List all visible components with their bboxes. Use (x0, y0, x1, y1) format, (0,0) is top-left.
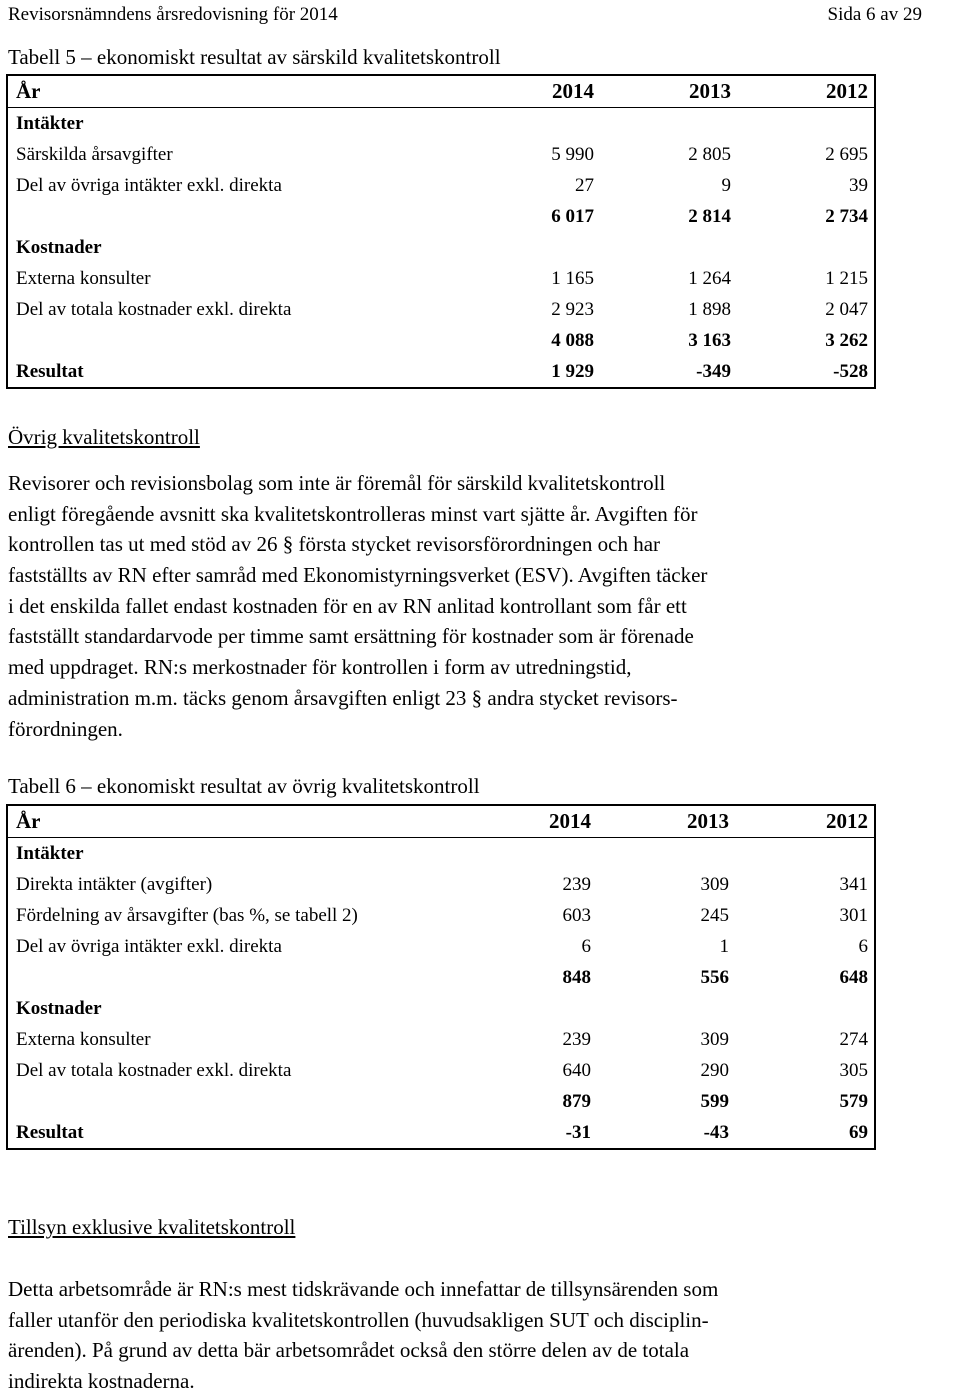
row-label: Resultat (16, 1122, 84, 1143)
section2-paragraph (8, 1274, 718, 1397)
table-row (8, 931, 874, 962)
text-line: Detta arbetsområde är RN:s mest tidskrävande och innefattar de tillsynsärenden som (8, 1277, 719, 1301)
table-row-subtotal (8, 325, 874, 356)
section-heading-tillsyn: Tillsyn exklusive kvalitetskontroll (8, 1215, 296, 1239)
cell-2013: 290 (700, 1060, 729, 1081)
cell-2012: 305 (839, 1060, 868, 1081)
cell-2012: 3 262 (825, 330, 868, 351)
table6 (6, 804, 876, 1150)
cell-2013: 1 264 (688, 268, 731, 289)
row-label: Del av övriga intäkter exkl. direkta (16, 175, 282, 196)
table-row-subtotal (8, 201, 874, 232)
cell-2012: 39 (849, 175, 868, 196)
row-label: Särskilda årsavgifter (16, 144, 173, 165)
cell-2014: 2 923 (551, 299, 594, 320)
cell-2014: 848 (562, 967, 591, 988)
page-header (8, 4, 922, 26)
cell-2014: 6 017 (551, 206, 594, 227)
cell-2014: 1 165 (551, 268, 594, 289)
text-line: enligt föregående avsnitt ska kvalitetskontrolleras minst vart sjätte år. Avgiften för (8, 501, 698, 526)
text-line: indirekta kostnaderna. (8, 1369, 195, 1394)
cell-2012: 2 734 (825, 206, 868, 227)
table5 (6, 74, 876, 389)
table5-header-label: År (16, 79, 41, 103)
document-title: Revisorsnämndens årsredovisning för 2014 (8, 4, 338, 25)
row-label: Del av totala kostnader exkl. direkta (16, 1060, 292, 1081)
cell-2013: 2 805 (688, 144, 731, 165)
section-heading-ovrig-kvalitetskontroll: Övrig kvalitetskontroll (8, 425, 200, 449)
text-line: administration m.m. täcks genom årsavgiften enligt 23 § andra stycket revisors- (8, 685, 678, 710)
cell-2012: 274 (839, 1029, 868, 1050)
cell-2013: 556 (700, 967, 729, 988)
section1-paragraph (8, 468, 707, 744)
cell-2013: 3 163 (688, 330, 731, 351)
table-row-subtotal (8, 1086, 874, 1117)
cell-2013: 9 (721, 175, 731, 196)
cell-2012: 69 (849, 1122, 868, 1143)
table-row (8, 993, 874, 1024)
table-row-subtotal (8, 962, 874, 993)
row-label: Externa konsulter (16, 268, 151, 289)
text-line: fastställts av RN efter samråd med Ekonomistyrningsverket (ESV). Avgiften täcker (8, 563, 708, 588)
cell-2014: 640 (562, 1060, 591, 1081)
cell-2014: 239 (562, 1029, 591, 1050)
cell-2012: 2 695 (825, 144, 868, 165)
table5-header-2014: 2014 (552, 79, 594, 103)
table-row (8, 1055, 874, 1086)
page-number: Sida 6 av 29 (827, 4, 922, 25)
row-label: Fördelning av årsavgifter (bas %, se tabell 2) (16, 905, 358, 926)
table-row (8, 108, 874, 139)
text-line: Revisorer och revisionsbolag som inte är föremål för särskild kvalitetskontroll (8, 471, 666, 495)
cell-2013: 245 (700, 905, 729, 926)
table5-header-2012: 2012 (826, 79, 868, 103)
table-row (8, 869, 874, 900)
table-row (8, 232, 874, 263)
cell-2012: -528 (833, 361, 868, 382)
cell-2013: -349 (696, 361, 731, 382)
table-row (8, 170, 874, 201)
cell-2013: 309 (700, 1029, 729, 1050)
text-line: kontrollen tas ut med stöd av 26 § första stycket revisorsförordningen och har (8, 532, 661, 557)
cell-2014: -31 (565, 1122, 591, 1143)
cell-2013: 1 898 (688, 299, 731, 320)
cell-2014: 879 (562, 1091, 591, 1112)
text-line: med uppdraget. RN:s merkostnader för kontrollen i form av utredningstid, (8, 655, 632, 680)
text-line: ärenden). På grund av detta bär arbetsområdet också den större delen av de totala (8, 1338, 690, 1363)
cell-2012: 579 (839, 1091, 868, 1112)
table6-caption: Tabell 6 – ekonomiskt resultat av övrig kvalitetskontroll (8, 774, 480, 798)
cell-2012: 2 047 (825, 299, 868, 320)
row-label: Externa konsulter (16, 1029, 151, 1050)
table-row (8, 139, 874, 170)
row-label: Kostnader (16, 998, 102, 1019)
row-label: Direkta intäkter (avgifter) (16, 874, 213, 895)
table6-header-label: År (16, 809, 41, 833)
cell-2013: 309 (700, 874, 729, 895)
table6-header-row (8, 806, 874, 838)
cell-2014: 1 929 (551, 361, 594, 382)
table5-header-2013: 2013 (689, 79, 731, 103)
row-label: Del av övriga intäkter exkl. direkta (16, 936, 282, 957)
table-row (8, 900, 874, 931)
cell-2012: 6 (858, 936, 868, 957)
table5-caption: Tabell 5 – ekonomiskt resultat av särskild kvalitetskontroll (8, 45, 501, 69)
table-row (8, 294, 874, 325)
row-label: Intäkter (16, 113, 84, 134)
table6-header-2012: 2012 (826, 809, 868, 833)
row-label: Del av totala kostnader exkl. direkta (16, 299, 292, 320)
table6-header-2013: 2013 (687, 809, 729, 833)
cell-2013: -43 (703, 1122, 729, 1143)
cell-2012: 341 (839, 874, 868, 895)
cell-2014: 239 (562, 874, 591, 895)
cell-2013: 599 (700, 1091, 729, 1112)
cell-2013: 2 814 (688, 206, 731, 227)
table5-header-row (8, 76, 874, 108)
cell-2014: 27 (575, 175, 594, 196)
cell-2013: 1 (719, 936, 729, 957)
table-row (8, 838, 874, 869)
cell-2014: 6 (581, 936, 591, 957)
cell-2014: 5 990 (551, 144, 594, 165)
table6-header-2014: 2014 (549, 809, 591, 833)
row-label: Kostnader (16, 237, 102, 258)
cell-2012: 301 (839, 905, 868, 926)
text-line: faller utanför den periodiska kvalitetskontrollen (huvudsakligen SUT och disciplin- (8, 1307, 709, 1332)
cell-2012: 1 215 (825, 268, 868, 289)
cell-2014: 4 088 (551, 330, 594, 351)
table-row-result (8, 1117, 874, 1148)
table-row-result (8, 356, 874, 387)
row-label: Intäkter (16, 843, 84, 864)
text-line: förordningen. (8, 716, 123, 741)
cell-2014: 603 (562, 905, 591, 926)
text-line: i det enskilda fallet endast kostnaden för en av RN anlitad kontrollant som får ett (8, 593, 687, 618)
table-row (8, 1024, 874, 1055)
text-line: fastställt standardarvode per timme samt ersättning för kostnader som är förenade (8, 624, 694, 649)
table-row (8, 263, 874, 294)
row-label: Resultat (16, 361, 84, 382)
cell-2012: 648 (839, 967, 868, 988)
